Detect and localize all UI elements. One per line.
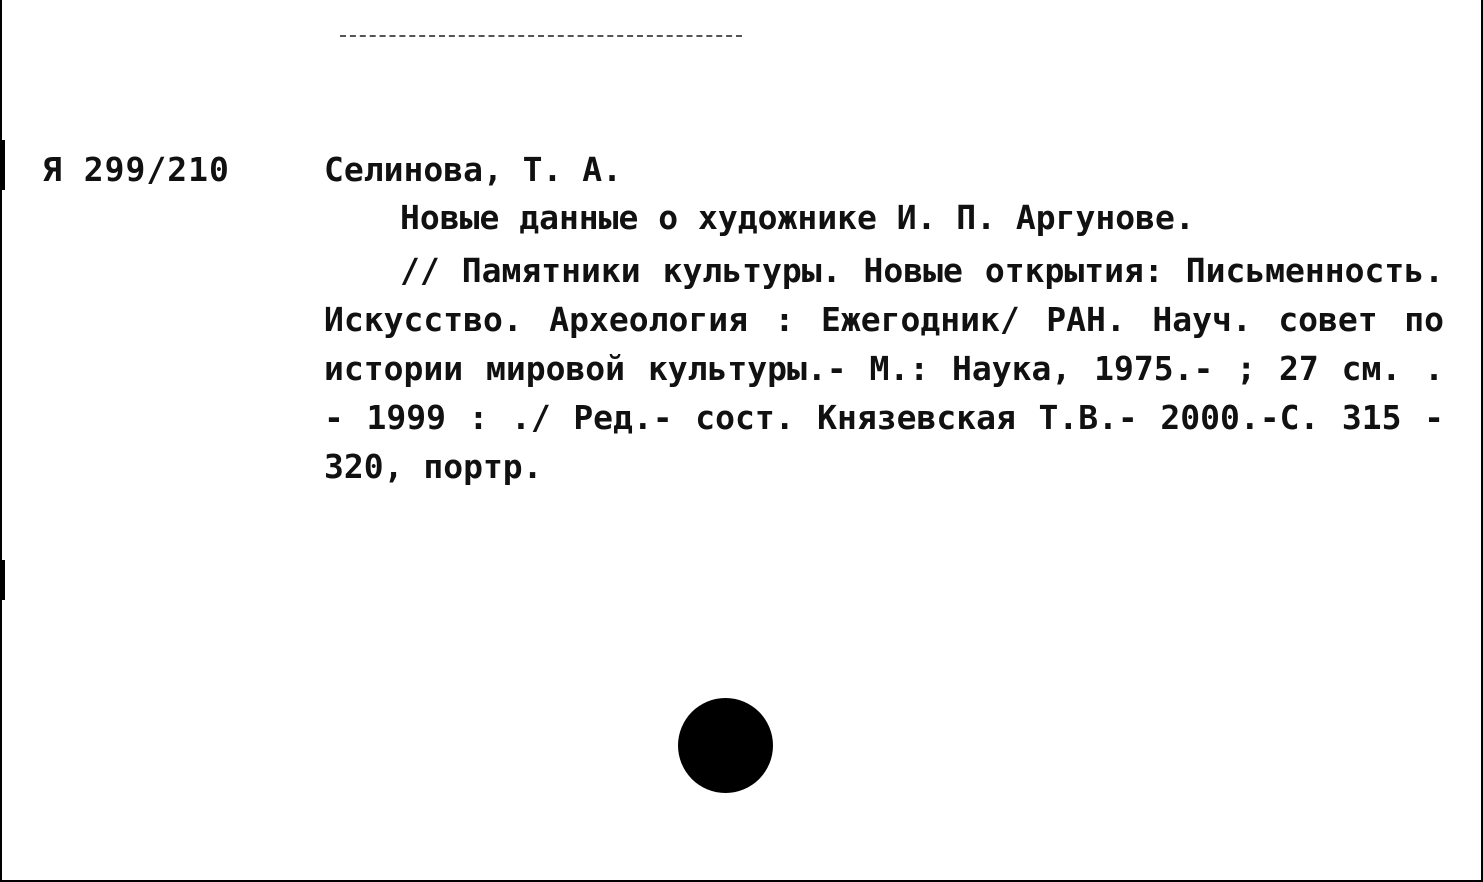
title-line: Новые данные о художнике И. П. Аргунове. bbox=[400, 198, 1195, 237]
top-dashed-rule bbox=[340, 35, 742, 37]
bibliographic-description: // Памятники культуры. Новые открытия: Письменность. Искусство. Археология : Ежегодник/ РАН. Науч. совет по истории мировой культуры.- М.: Наука, 1975.- ; 27 см. . - 1999 : ./ Ред.- сост. Князевская Т.В.- 2000.-С. 315 - 320, портр. bbox=[324, 251, 1444, 486]
left-edge-mark bbox=[2, 560, 5, 600]
author-heading: Селинова, Т. А. bbox=[324, 150, 623, 189]
shelf-mark: Я 299/210 bbox=[42, 150, 230, 189]
left-edge-mark bbox=[2, 140, 5, 190]
punch-hole bbox=[678, 698, 773, 793]
